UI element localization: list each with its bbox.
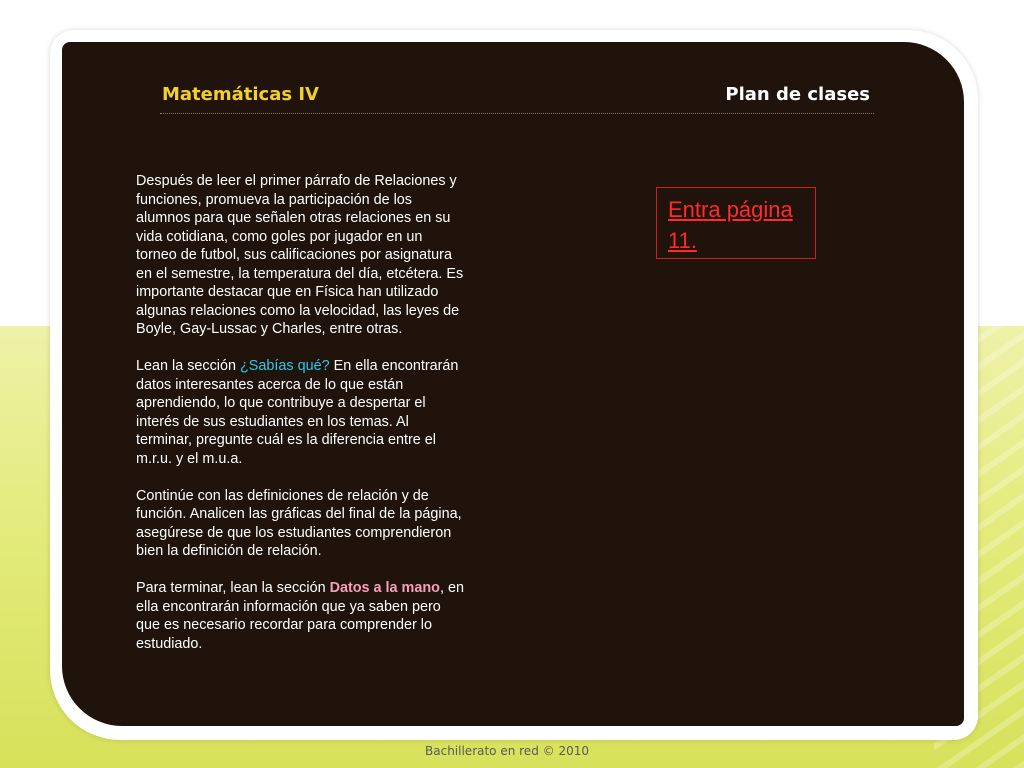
paragraph-2-rest: En ella encontrarán datos interesantes acerca de lo que están aprendiendo, lo que contribuye a despertar el interés de sus estudiantes en los temas. Al terminar, pregunte cuál es la diferencia entre el m.r.u. y el m.u.a. xyxy=(136,358,459,467)
paragraph-4 xyxy=(136,579,466,653)
paragraph-2-intro: Lean la sección xyxy=(136,358,241,374)
paragraph-1: Después de leer el primer párrafo de Relaciones y funciones, promueva la participación de los alumnos para que señalen otras relaciones en su vida cotidiana, como goles por jugador en un torneo de futbol, sus calificaciones por asignatura en el semestre, la temperatura del día, etcétera. Es importante destacar que en Física han utilizado algunas relaciones como la velocidad, las leyes de Boyle, Gay-Lussac y Charles, entre otras. xyxy=(136,173,464,337)
page-link-box xyxy=(656,187,816,259)
course-title: Matemáticas IV xyxy=(162,84,319,105)
footer-credit: Bachillerato en red © 2010 xyxy=(425,744,589,758)
paragraph-4-rest: , en ella encontrarán información que ya saben pero que es necesario recordar para comprender lo estudiado. xyxy=(136,580,464,652)
section-title: Plan de clases xyxy=(725,84,870,105)
paragraph-3: Continúe con las definiciones de relación y de función. Analicen las gráficas del final de la página, asegúrese de que los estudiantes comprendieron bien la definición de relación. xyxy=(136,487,462,559)
paragraph-4-intro: Para terminar, lean la sección xyxy=(136,580,330,596)
header-divider xyxy=(160,113,874,114)
sabias-que-highlight: ¿Sabías qué? xyxy=(240,358,330,374)
lesson-text xyxy=(136,172,466,672)
paragraph-2 xyxy=(136,357,466,468)
datos-a-la-mano-highlight: Datos a la mano xyxy=(329,580,440,596)
page-link[interactable]: Entra página 11. xyxy=(668,197,793,253)
